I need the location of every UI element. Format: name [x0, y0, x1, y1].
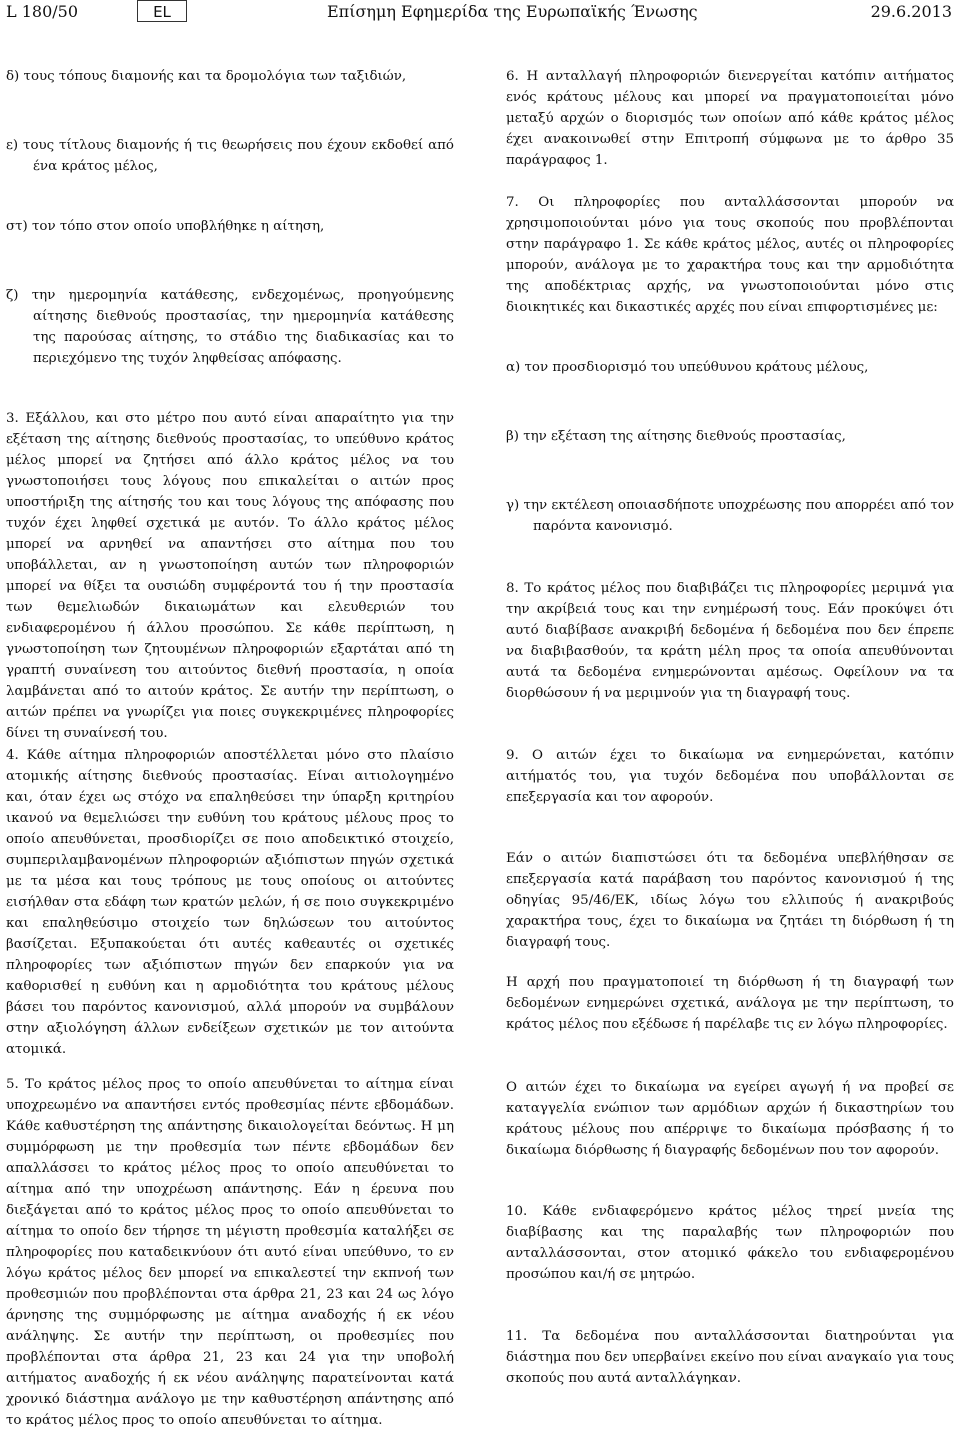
- list-item-st: στ) τον τόπο στον οποίο υποβλήθηκε η αίτηση,: [6, 219, 325, 234]
- list-item-a: α) τον προσδιορισμό του υπεύθυνου κράτους μέλους,: [506, 360, 869, 375]
- paragraph-10: 10. Κάθε ενδιαφερόμενο κράτος μέλος τηρεί μνεία της διαβίβασης και της παραλαβής των πληροφοριών που ανταλλάσσονται, στον ατομικό φάκελο του ενδιαφερομένου προσώπου και/ή σε μητρώο.: [506, 1204, 954, 1282]
- list-item-c: γ) την εκτέλεση οποιασδήποτε υποχρέωσης που απορρέει από τον παρόντα κανονισμό.: [506, 498, 954, 534]
- list-item-d: δ) τους τόπους διαμονής και τα δρομολόγια των ταξιδιών,: [6, 69, 407, 84]
- list-item-e: ε) τους τίτλους διαμονής ή τις θεωρήσεις που έχουν εκδοθεί από ένα κράτος μέλος,: [6, 138, 454, 174]
- paragraph-9-third: Η αρχή που πραγματοποιεί τη διόρθωση ή τη διαγραφή των δεδομένων ενημερώνει σχετικά, ανάλογα με την περίπτωση, το κράτος μέλος που εξέδωσε ή παρέλαβε τις εν λόγω πληροφορίες.: [506, 975, 954, 1032]
- paragraph-8: 8. Το κράτος μέλος που διαβιβάζει τις πληροφορίες μεριμνά για την ακρίβειά τους και την ενημέρωσή τους. Εάν προκύψει ότι αυτό διαβίβασε ανακριβή δεδομένα ή δεδομένα που δεν έπρεπε να διαβιβασθούν, τα κράτη μέλη προς τα οποία απευθύνονται αυτά τα δεδομένα ενημερώνονται αμέσως. Οφείλουν να τα διορθώσουν ή να μεριμνούν για τη διαγραφή τους.: [506, 581, 954, 701]
- page-reference: L 180/50: [6, 2, 78, 21]
- language-badge: EL: [137, 0, 187, 22]
- journal-title: Επίσημη Εφημερίδα της Ευρωπαϊκής Ένωσης: [327, 2, 698, 21]
- list-item-z: ζ) την ημερομηνία κατάθεσης, ενδεχομένως, προηγούμενης αίτησης διεθνούς προστασίας, την ημερομηνία κατάθεσης της παρούσας αίτησης, το στάδιο της διαδικασίας και το περιεχόμενο της τυχόν ληφθείσας απόφασης.: [6, 288, 454, 366]
- paragraph-4: 4. Κάθε αίτημα πληροφοριών αποστέλλεται μόνο στο πλαίσιο ατομικής αίτησης διεθνούς προστασίας. Είναι αιτιολογημένο και, όταν έχει ως στόχο να επαληθεύσει την ύπαρξη κριτηρίου ικανού να θεμελιώσει την ευθύνη του κράτους μέλους προς το οποίο απευθύνεται, προσδιορίζει σε ποιο αποδεικτικό στοιχείο, συμπεριλαμβανομένων πληροφοριών αξιόπιστων πηγών σχετικά με τα μέσα και τους τρόπους με τους οποίους οι αιτούντες εισήλθαν στα εδάφη των κρατών μελών, ή σε ποιο συγκεκριμένο και επαληθεύσιμο στοιχείο των δηλώσεων του αιτούντος βασίζεται. Εξυπακούεται ότι αυτές καθεαυτές οι σχετικές πληροφορίες των αξιόπιστων πηγών δεν επαρκούν για να καθορισθεί η ευθύνη και η αρμοδιότητα του κράτους μέλους βάσει του παρόντος κανονισμού, αλλά μπορούν να συμβάλουν στην αξιολόγηση άλλων ενδείξεων σχετικών με τον αιτούντα ατομικά.: [6, 748, 454, 1057]
- paragraph-5: 5. Το κράτος μέλος προς το οποίο απευθύνεται το αίτημα είναι υποχρεωμένο να απαντήσει εντός προθεσμίας πέντε εβδομάδων. Κάθε καθυστέρηση της απάντησης δικαιολογείται δεόντως. Η μη συμμόρφωση με την προθεσμία των πέντε εβδομάδων δεν απαλλάσσει το κράτος μέλος προς το οποίο απευθύνεται το αίτημα από την υποχρέωση απάντησης. Εάν η έρευνα που διεξάγεται από το κράτος μέλος προς το οποίο απευθύνεται το αίτημα το οποίο δεν τήρησε τη μέγιστη προθεσμία καταλήξει σε πληροφορίες που καταδεικνύουν ότι αυτό είναι υπεύθυνο, το εν λόγω κράτος μέλος δεν μπορεί να επικαλεστεί την εκπνοή των προθεσμιών που προβλέπονται στα άρθρα 21, 23 και 24 ως λόγο άρνησης της συμμόρφωσης με αίτημα αναδοχής ή εκ νέου ανάληψης. Σε αυτήν την περίπτωση, οι προθεσμίες που προβλέπονται στα άρθρα 21, 23 και 24 για την υποβολή αιτήματος αναδοχής ή εκ νέου ανάληψης παρατείνονται κατά χρονικό διάστημα ανάλογο με την καθυστέρηση απάντησης από το κράτος μέλος προς το οποίο απευθύνεται το αίτημα.: [6, 1077, 454, 1428]
- paragraph-11: 11. Τα δεδομένα που ανταλλάσσονται διατηρούνται για διάστημα που δεν υπερβαίνει εκείνο που είναι αναγκαίο για τους σκοπούς που αυτά ανταλλάγηκαν.: [506, 1329, 954, 1386]
- page-header: [0, 0, 960, 30]
- paragraph-9-fourth: Ο αιτών έχει το δικαίωμα να εγείρει αγωγή ή να προβεί σε καταγγελία ενώπιον των αρμόδιων αρχών ή δικαστηρίων του κράτους μέλους που απέρριψε το δικαίωμα πρόσβασης ή το δικαίωμα διόρθωσης ή διαγραφής δεδομένων που τον αφορούν.: [506, 1080, 954, 1158]
- list-item-b: β) την εξέταση της αίτησης διεθνούς προστασίας,: [506, 429, 846, 444]
- paragraph-3: 3. Εξάλλου, και στο μέτρο που αυτό είναι απαραίτητο για την εξέταση της αίτησης διεθνούς προστασίας, το υπεύθυνο κράτος μέλος μπορεί να ζητήσει από άλλο κράτος μέλος να του γνωστοποιήσει τους λόγους που επικαλείται ο αιτών προς υποστήριξη της αίτησής του και τους λόγους της απόφασης που τυχόν έχει ληφθεί σχετικά με αυτόν. Το άλλο κράτος μέλος μπορεί να αρνηθεί να απαντήσει στο αίτημα που του υποβάλλεται, αν η γνωστοποίηση αυτών των πληροφοριών μπορεί να θίξει τα ουσιώδη συμφέροντά του ή την προστασία των θεμελιωδών δικαιωμάτων και ελευθεριών του ενδιαφερομένου ή άλλου προσώπου. Σε κάθε περίπτωση, η γνωστοποίηση των ζητουμένων πληροφοριών εξαρτάται από τη γραπτή συναίνεση του αιτούντος διεθνή προστασία, η οποία λαμβάνεται από το αιτούν κράτος. Σε αυτήν την περίπτωση, ο αιτών πρέπει να γνωρίζει για ποιες συγκεκριμένες πληροφορίες δίνει τη συναίνεσή του.: [6, 411, 454, 741]
- paragraph-7: 7. Οι πληροφορίες που ανταλλάσσονται μπορούν να χρησιμοποιούνται μόνο για τους σκοπούς που προβλέπονται στην παράγραφο 1. Σε κάθε κράτος μέλος, αυτές οι πληροφορίες μπορούν, ανάλογα με το χαρακτήρα τους και την αρμοδιότητα της αποδέκτριας αρχής, να γνωστοποιούνται μόνο στις διοικητικές και δικαστικές αρχές που είναι επιφορτισμένες με:: [506, 195, 954, 315]
- paragraph-6: 6. Η ανταλλαγή πληροφοριών διενεργείται κατόπιν αιτήματος ενός κράτους μέλους και μπορεί να πραγματοποιείται μόνο μεταξύ αρχών ο διορισμός των οποίων από κάθε κράτος μέλος έχει ανακοινωθεί στην Επιτροπή σύμφωνα με το άρθρο 35 παράγραφος 1.: [506, 69, 954, 168]
- paragraph-9-second: Εάν ο αιτών διαπιστώσει ότι τα δεδομένα υπεβλήθησαν σε επεξεργασία κατά παράβαση του παρόντος κανονισμού ή της οδηγίας 95/46/ΕΚ, ιδίως λόγω του ελλιπούς ή ανακριβούς χαρακτήρα τους, έχει το δικαίωμα να ζητάει τη διόρθωση ή τη διαγραφή τους.: [506, 851, 954, 950]
- paragraph-9: 9. Ο αιτών έχει το δικαίωμα να ενημερώνεται, κατόπιν αιτήματός του, για τυχόν δεδομένα που υποβάλλονται σε επεξεργασία και τον αφορούν.: [506, 748, 954, 805]
- publication-date: 29.6.2013: [870, 2, 952, 21]
